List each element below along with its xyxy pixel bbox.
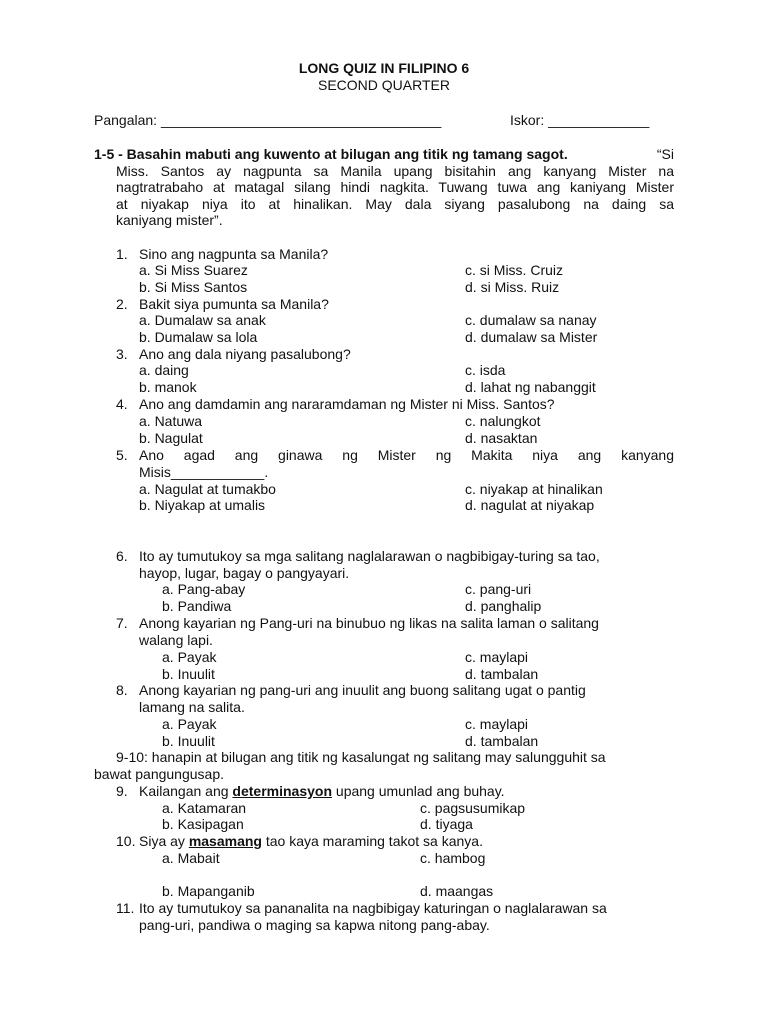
question-text: Sino ang nagpunta sa Manila?: [139, 246, 329, 262]
question-text: Ano agad ang ginawa ng Mister ng Makita niya ang kanyang: [139, 447, 674, 463]
choice-c: c. pang-uri: [465, 581, 532, 597]
choice-d: d. dumalaw sa Mister: [465, 329, 598, 345]
choice-c: c. dumalaw sa nanay: [465, 312, 597, 328]
choice-b: b. Mapanganib: [162, 883, 255, 899]
question-text: Anong kayarian ng Pang-uri na binubuo ng likas na salita laman o salitang: [139, 615, 599, 631]
question-number: 7.: [116, 615, 128, 631]
story-line: at niyakap niya ito at hinalikan. May dala siyang pasalubong na daing sa: [116, 196, 674, 212]
question-number: 8.: [116, 682, 128, 698]
choice-d: d. panghalip: [465, 598, 542, 614]
choice-c: c. pagsusumikap: [420, 800, 526, 816]
question-number: 1.: [116, 246, 128, 262]
choice-a: a. Payak: [162, 649, 217, 665]
choice-b: b. Dumalaw sa lola: [139, 329, 258, 345]
underlined-word: masamang: [188, 833, 262, 849]
choice-c: c. nalungkot: [465, 413, 541, 429]
choice-a: a. Payak: [162, 716, 217, 732]
question-number: 4.: [116, 396, 128, 412]
question-text: Misis____________.: [139, 464, 269, 480]
choice-d: d. si Miss. Ruiz: [465, 279, 560, 295]
instructions-first-line: [94, 146, 674, 162]
choice-a: a. daing: [139, 362, 189, 378]
choice-d: d. nagulat at niyakap: [465, 497, 595, 513]
question-text: Anong kayarian ng pang-uri ang inuulit ang buong salitang ugat o pantig: [139, 682, 586, 698]
choice-b: b. Inuulit: [162, 666, 215, 682]
choice-b: b. Niyakap at umalis: [139, 497, 266, 513]
choice-c: c. maylapi: [465, 649, 529, 665]
choice-c: c. si Miss. Cruiz: [465, 262, 563, 278]
choice-c: c. hambog: [420, 850, 486, 866]
question-number: 3.: [116, 346, 128, 362]
question-text: walang lapi.: [139, 632, 213, 648]
underlined-word: determinasyon: [232, 783, 333, 799]
instructions-prefix: 1-5 - Basahin mabuti ang kuwento at bilugan ang titik ng tamang sagot.: [94, 146, 568, 162]
choice-a: a. Pang-abay: [162, 581, 246, 597]
choice-d: d. maangas: [420, 883, 494, 899]
score-field-label: Iskor: _____________: [510, 112, 650, 128]
story-start: “Si: [656, 146, 674, 162]
question-text-part: upang umunlad ang buhay.: [332, 783, 505, 799]
question-number: 9.: [116, 783, 128, 799]
question-text: Ano ang damdamin ang nararamdaman ng Mister ni Miss. Santos?: [139, 396, 555, 412]
choice-b: b. manok: [139, 379, 197, 395]
question-text: Ito ay tumutukoy sa mga salitang naglalarawan o nagbibigay-turing sa tao,: [139, 548, 600, 564]
story-line: Miss. Santos ay nagpunta sa Manila upang bisitahin ang kanyang Mister na: [116, 163, 674, 179]
story-line: kaniyang mister”.: [116, 212, 223, 228]
question-text: [139, 833, 483, 849]
question-number: 5.: [116, 447, 128, 463]
question-text: Ito ay tumutukoy sa pananalita na nagbibigay katuringan o naglalarawan sa: [139, 900, 607, 916]
story-line: nagtratrabaho at matagal silang hindi nagkita. Tuwang tuwa ang kaniyang Mister: [116, 179, 674, 195]
choice-b: b. Si Miss Santos: [139, 279, 248, 295]
name-field-label: Pangalan: ____________________________________: [94, 112, 442, 128]
choice-a: a. Mabait: [162, 850, 220, 866]
choice-d: d. tiyaga: [420, 816, 473, 832]
question-text-part: Siya ay: [139, 833, 189, 849]
section-instruction: 9-10: hanapin at bilugan ang titik ng kasalungat ng salitang may salungguhit sa: [116, 749, 606, 765]
choice-d: d. lahat ng nabanggit: [465, 379, 596, 395]
choice-d: d. tambalan: [465, 733, 539, 749]
choice-d: d. tambalan: [465, 666, 539, 682]
page-title: LONG QUIZ IN FILIPINO 6: [298, 60, 470, 76]
choice-a: a. Natuwa: [139, 413, 203, 429]
choice-b: b. Kasipagan: [162, 816, 244, 832]
question-text-part: Kailangan ang: [139, 783, 233, 799]
choice-b: b. Pandiwa: [162, 598, 232, 614]
choice-d: d. nasaktan: [465, 430, 538, 446]
choice-b: b. Inuulit: [162, 733, 215, 749]
question-text: lamang na salita.: [139, 699, 245, 715]
choice-a: a. Dumalaw sa anak: [139, 312, 266, 328]
question-text: [139, 783, 505, 799]
choice-c: c. isda: [465, 362, 506, 378]
choice-a: a. Katamaran: [162, 800, 247, 816]
question-text: Bakit siya pumunta sa Manila?: [139, 296, 329, 312]
question-text: hayop, lugar, bagay o pangyayari.: [139, 565, 350, 581]
question-number: 11.: [116, 900, 135, 916]
question-text: pang-uri, pandiwa o maging sa kapwa nitong pang-abay.: [139, 917, 490, 933]
page-subtitle: SECOND QUARTER: [318, 77, 450, 93]
question-number: 2.: [116, 296, 128, 312]
choice-a: a. Si Miss Suarez: [139, 262, 248, 278]
section-instruction: bawat pangungusap.: [94, 766, 224, 782]
choice-a: a. Nagulat at tumakbo: [139, 481, 276, 497]
choice-b: b. Nagulat: [139, 430, 203, 446]
question-number: 6.: [116, 548, 128, 564]
question-number: 10.: [116, 833, 136, 849]
question-text-part: tao kaya maraming takot sa kanya.: [261, 833, 483, 849]
choice-c: c. maylapi: [465, 716, 529, 732]
choice-c: c. niyakap at hinalikan: [465, 481, 603, 497]
question-text: Ano ang dala niyang pasalubong?: [139, 346, 351, 362]
